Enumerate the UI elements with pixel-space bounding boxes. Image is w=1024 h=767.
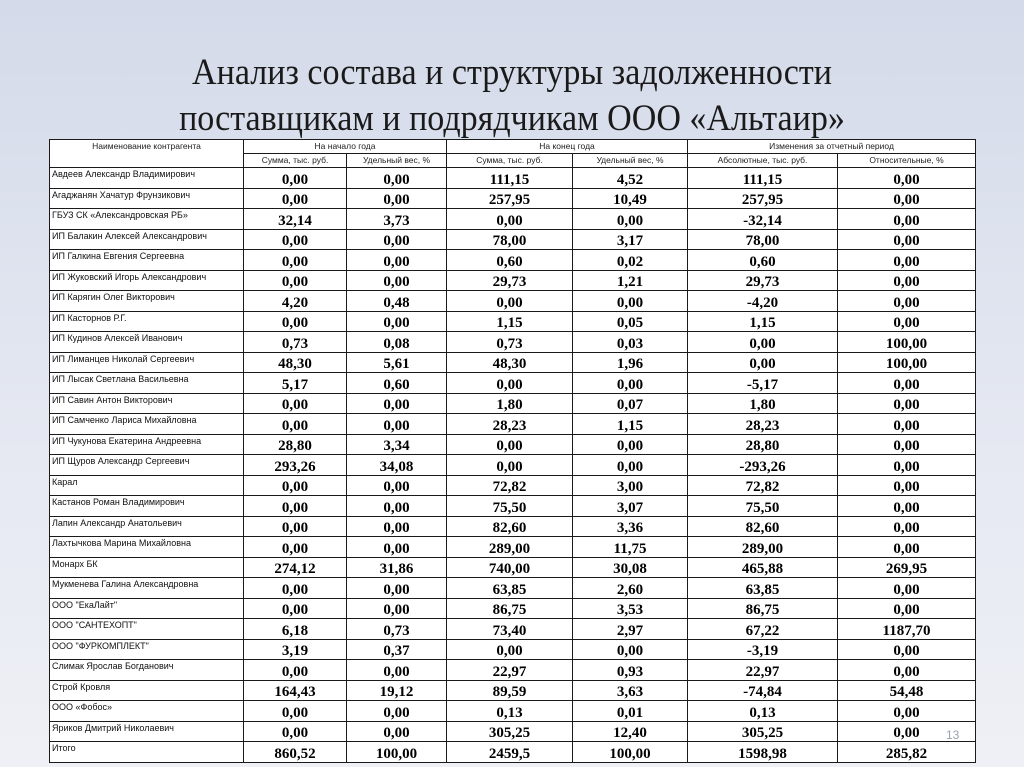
- end-sum-cell: 75,50: [447, 496, 573, 517]
- start-sum-cell: 28,80: [244, 434, 347, 455]
- table-row: [50, 721, 976, 742]
- relative-change-cell: 0,00: [838, 414, 976, 435]
- counterparty-name: Лахтычкова Марина Михайловна: [50, 537, 244, 558]
- header-start-sum: Сумма, тыс. руб.: [244, 154, 347, 168]
- table-row: [50, 619, 976, 640]
- counterparty-name: ИП Чукунова Екатерина Андреевна: [50, 434, 244, 455]
- table-body: [50, 168, 976, 763]
- end-share-cell: 3,53: [573, 598, 688, 619]
- total-row: [50, 742, 976, 763]
- counterparty-name: Слимак Ярослав Богданович: [50, 660, 244, 681]
- debt-analysis-table: [49, 139, 976, 763]
- start-sum-cell: 0,00: [244, 229, 347, 250]
- header-start-share: Удельный вес, %: [347, 154, 447, 168]
- start-sum-cell: 164,43: [244, 680, 347, 701]
- end-share-cell: 0,01: [573, 701, 688, 722]
- absolute-change-cell: 75,50: [688, 496, 838, 517]
- end-sum-cell: 22,97: [447, 660, 573, 681]
- absolute-change-cell: 1598,98: [688, 742, 838, 763]
- start-share-cell: 0,60: [347, 373, 447, 394]
- counterparty-name: Авдеев Александр Владимирович: [50, 168, 244, 189]
- end-sum-cell: 0,00: [447, 291, 573, 312]
- end-sum-cell: 1,80: [447, 393, 573, 414]
- start-share-cell: 0,00: [347, 188, 447, 209]
- end-sum-cell: 0,00: [447, 639, 573, 660]
- header-start-of-year: На начало года: [244, 140, 447, 154]
- relative-change-cell: 1187,70: [838, 619, 976, 640]
- absolute-change-cell: -5,17: [688, 373, 838, 394]
- start-sum-cell: 0,00: [244, 537, 347, 558]
- header-end-of-year: На конец года: [447, 140, 688, 154]
- absolute-change-cell: 305,25: [688, 721, 838, 742]
- end-share-cell: 1,15: [573, 414, 688, 435]
- end-sum-cell: 0,00: [447, 373, 573, 394]
- table-row: [50, 639, 976, 660]
- title-line-2: поставщикам и подрядчикам ООО «Альтаир»: [179, 98, 845, 139]
- relative-change-cell: 0,00: [838, 475, 976, 496]
- relative-change-cell: 0,00: [838, 311, 976, 332]
- relative-change-cell: 0,00: [838, 721, 976, 742]
- absolute-change-cell: 1,80: [688, 393, 838, 414]
- start-share-cell: 0,73: [347, 619, 447, 640]
- counterparty-name: ИП Жуковский Игорь Александрович: [50, 270, 244, 291]
- start-share-cell: 0,48: [347, 291, 447, 312]
- relative-change-cell: 0,00: [838, 434, 976, 455]
- start-share-cell: 0,00: [347, 496, 447, 517]
- end-share-cell: 3,00: [573, 475, 688, 496]
- counterparty-name: Агаджанян Хачатур Фрунзикович: [50, 188, 244, 209]
- start-share-cell: 0,00: [347, 229, 447, 250]
- absolute-change-cell: 22,97: [688, 660, 838, 681]
- end-sum-cell: 257,95: [447, 188, 573, 209]
- end-share-cell: 0,00: [573, 291, 688, 312]
- end-share-cell: 0,02: [573, 250, 688, 271]
- relative-change-cell: 0,00: [838, 393, 976, 414]
- end-sum-cell: 63,85: [447, 578, 573, 599]
- table-row: [50, 188, 976, 209]
- counterparty-name: ИП Касторнов Р.Г.: [50, 311, 244, 332]
- start-share-cell: 0,00: [347, 250, 447, 271]
- end-share-cell: 3,63: [573, 680, 688, 701]
- relative-change-cell: 0,00: [838, 455, 976, 476]
- counterparty-name: Кастанов Роман Владимирович: [50, 496, 244, 517]
- relative-change-cell: 0,00: [838, 188, 976, 209]
- header-absolute: Абсолютные, тыс. руб.: [688, 154, 838, 168]
- relative-change-cell: 0,00: [838, 516, 976, 537]
- absolute-change-cell: 0,00: [688, 352, 838, 373]
- table-row: [50, 537, 976, 558]
- start-sum-cell: 0,00: [244, 598, 347, 619]
- relative-change-cell: 269,95: [838, 557, 976, 578]
- end-share-cell: 3,07: [573, 496, 688, 517]
- absolute-change-cell: 0,60: [688, 250, 838, 271]
- absolute-change-cell: 0,00: [688, 332, 838, 353]
- start-sum-cell: 0,00: [244, 311, 347, 332]
- start-sum-cell: 0,00: [244, 578, 347, 599]
- table-row: [50, 352, 976, 373]
- absolute-change-cell: 257,95: [688, 188, 838, 209]
- table-row: [50, 680, 976, 701]
- table-row: [50, 332, 976, 353]
- absolute-change-cell: -4,20: [688, 291, 838, 312]
- end-sum-cell: 2459,5: [447, 742, 573, 763]
- counterparty-name: ООО "ЕкаЛайт": [50, 598, 244, 619]
- start-share-cell: 0,00: [347, 311, 447, 332]
- table-row: [50, 557, 976, 578]
- start-sum-cell: 3,19: [244, 639, 347, 660]
- absolute-change-cell: 28,80: [688, 434, 838, 455]
- header-counterparty: Наименование контрагента: [50, 140, 244, 168]
- counterparty-name: ИП Галкина Евгения Сергеевна: [50, 250, 244, 271]
- table-header: [50, 140, 976, 168]
- end-share-cell: 11,75: [573, 537, 688, 558]
- end-share-cell: 10,49: [573, 188, 688, 209]
- start-sum-cell: 274,12: [244, 557, 347, 578]
- counterparty-name: ИП Балакин Алексей Александрович: [50, 229, 244, 250]
- absolute-change-cell: 111,15: [688, 168, 838, 189]
- relative-change-cell: 0,00: [838, 270, 976, 291]
- end-sum-cell: 111,15: [447, 168, 573, 189]
- start-sum-cell: 0,73: [244, 332, 347, 353]
- end-share-cell: 3,17: [573, 229, 688, 250]
- absolute-change-cell: 465,88: [688, 557, 838, 578]
- end-sum-cell: 73,40: [447, 619, 573, 640]
- start-share-cell: 31,86: [347, 557, 447, 578]
- counterparty-name: ГБУЗ СК «Александровская РБ»: [50, 209, 244, 230]
- start-sum-cell: 860,52: [244, 742, 347, 763]
- table-row: [50, 414, 976, 435]
- start-share-cell: 0,00: [347, 537, 447, 558]
- relative-change-cell: 0,00: [838, 660, 976, 681]
- absolute-change-cell: -293,26: [688, 455, 838, 476]
- start-sum-cell: 48,30: [244, 352, 347, 373]
- start-sum-cell: 0,00: [244, 270, 347, 291]
- relative-change-cell: 0,00: [838, 209, 976, 230]
- start-sum-cell: 4,20: [244, 291, 347, 312]
- start-share-cell: 0,00: [347, 168, 447, 189]
- end-share-cell: 12,40: [573, 721, 688, 742]
- table-row: [50, 578, 976, 599]
- absolute-change-cell: 0,13: [688, 701, 838, 722]
- start-sum-cell: 0,00: [244, 168, 347, 189]
- end-share-cell: 4,52: [573, 168, 688, 189]
- end-share-cell: 1,21: [573, 270, 688, 291]
- end-sum-cell: 86,75: [447, 598, 573, 619]
- start-share-cell: 0,00: [347, 701, 447, 722]
- table-row: [50, 393, 976, 414]
- absolute-change-cell: 72,82: [688, 475, 838, 496]
- table-row: [50, 455, 976, 476]
- relative-change-cell: 0,00: [838, 639, 976, 660]
- counterparty-name: Итого: [50, 742, 244, 763]
- end-share-cell: 0,07: [573, 393, 688, 414]
- start-sum-cell: 0,00: [244, 701, 347, 722]
- start-share-cell: 0,00: [347, 393, 447, 414]
- counterparty-name: ИП Кудинов Алексей Иванович: [50, 332, 244, 353]
- counterparty-name: ИП Самченко Лариса Михайловна: [50, 414, 244, 435]
- start-share-cell: 0,00: [347, 475, 447, 496]
- relative-change-cell: 0,00: [838, 578, 976, 599]
- counterparty-name: Карал: [50, 475, 244, 496]
- absolute-change-cell: 86,75: [688, 598, 838, 619]
- absolute-change-cell: 63,85: [688, 578, 838, 599]
- absolute-change-cell: 29,73: [688, 270, 838, 291]
- relative-change-cell: 0,00: [838, 229, 976, 250]
- counterparty-name: Яриков Дмитрий Николаевич: [50, 721, 244, 742]
- end-share-cell: 0,00: [573, 639, 688, 660]
- table-row: [50, 660, 976, 681]
- start-share-cell: 0,00: [347, 598, 447, 619]
- end-share-cell: 0,00: [573, 373, 688, 394]
- start-share-cell: 100,00: [347, 742, 447, 763]
- relative-change-cell: 0,00: [838, 598, 976, 619]
- start-share-cell: 0,00: [347, 660, 447, 681]
- counterparty-name: ИП Лиманцев Николай Сергеевич: [50, 352, 244, 373]
- table-row: [50, 496, 976, 517]
- counterparty-name: ИП Савин Антон Викторович: [50, 393, 244, 414]
- start-share-cell: 0,37: [347, 639, 447, 660]
- end-sum-cell: 72,82: [447, 475, 573, 496]
- start-sum-cell: 293,26: [244, 455, 347, 476]
- slide-title: [41, 50, 983, 142]
- counterparty-name: Лапин Александр Анатольевич: [50, 516, 244, 537]
- start-sum-cell: 0,00: [244, 188, 347, 209]
- header-relative: Относительные, %: [838, 154, 976, 168]
- end-sum-cell: 0,73: [447, 332, 573, 353]
- table-row: [50, 475, 976, 496]
- table-row: [50, 250, 976, 271]
- end-share-cell: 1,96: [573, 352, 688, 373]
- start-share-cell: 0,00: [347, 414, 447, 435]
- relative-change-cell: 0,00: [838, 291, 976, 312]
- end-share-cell: 0,93: [573, 660, 688, 681]
- end-share-cell: 3,36: [573, 516, 688, 537]
- table-row: [50, 229, 976, 250]
- start-sum-cell: 0,00: [244, 414, 347, 435]
- start-share-cell: 0,00: [347, 270, 447, 291]
- end-share-cell: 2,97: [573, 619, 688, 640]
- relative-change-cell: 0,00: [838, 701, 976, 722]
- end-sum-cell: 1,15: [447, 311, 573, 332]
- header-changes: Изменения за отчетный период: [688, 140, 976, 154]
- counterparty-name: Строй Кровля: [50, 680, 244, 701]
- page-number: 13: [946, 728, 960, 742]
- end-share-cell: 100,00: [573, 742, 688, 763]
- relative-change-cell: 0,00: [838, 250, 976, 271]
- absolute-change-cell: 28,23: [688, 414, 838, 435]
- start-share-cell: 0,00: [347, 578, 447, 599]
- end-sum-cell: 82,60: [447, 516, 573, 537]
- relative-change-cell: 100,00: [838, 332, 976, 353]
- start-share-cell: 3,34: [347, 434, 447, 455]
- counterparty-name: ИП Щуров Александр Сергеевич: [50, 455, 244, 476]
- end-sum-cell: 0,00: [447, 455, 573, 476]
- end-sum-cell: 0,13: [447, 701, 573, 722]
- absolute-change-cell: 1,15: [688, 311, 838, 332]
- start-share-cell: 19,12: [347, 680, 447, 701]
- table-row: [50, 270, 976, 291]
- end-sum-cell: 28,23: [447, 414, 573, 435]
- absolute-change-cell: -32,14: [688, 209, 838, 230]
- start-share-cell: 34,08: [347, 455, 447, 476]
- start-sum-cell: 0,00: [244, 393, 347, 414]
- table-row: [50, 311, 976, 332]
- end-sum-cell: 305,25: [447, 721, 573, 742]
- counterparty-name: ООО "ФУРКОМПЛЕКТ": [50, 639, 244, 660]
- counterparty-name: Мукменева Галина Александровна: [50, 578, 244, 599]
- start-sum-cell: 0,00: [244, 660, 347, 681]
- relative-change-cell: 0,00: [838, 537, 976, 558]
- end-sum-cell: 89,59: [447, 680, 573, 701]
- end-sum-cell: 29,73: [447, 270, 573, 291]
- end-sum-cell: 0,00: [447, 209, 573, 230]
- absolute-change-cell: 289,00: [688, 537, 838, 558]
- start-sum-cell: 6,18: [244, 619, 347, 640]
- start-share-cell: 3,73: [347, 209, 447, 230]
- absolute-change-cell: 78,00: [688, 229, 838, 250]
- absolute-change-cell: 82,60: [688, 516, 838, 537]
- start-share-cell: 0,00: [347, 516, 447, 537]
- end-sum-cell: 78,00: [447, 229, 573, 250]
- start-share-cell: 0,08: [347, 332, 447, 353]
- end-share-cell: 30,08: [573, 557, 688, 578]
- table-row: [50, 209, 976, 230]
- table-row: [50, 516, 976, 537]
- end-sum-cell: 0,00: [447, 434, 573, 455]
- end-share-cell: 0,03: [573, 332, 688, 353]
- end-sum-cell: 289,00: [447, 537, 573, 558]
- relative-change-cell: 100,00: [838, 352, 976, 373]
- relative-change-cell: 285,82: [838, 742, 976, 763]
- start-sum-cell: 0,00: [244, 516, 347, 537]
- header-end-share: Удельный вес, %: [573, 154, 688, 168]
- end-share-cell: 0,05: [573, 311, 688, 332]
- start-sum-cell: 0,00: [244, 721, 347, 742]
- end-share-cell: 2,60: [573, 578, 688, 599]
- start-sum-cell: 0,00: [244, 475, 347, 496]
- relative-change-cell: 0,00: [838, 373, 976, 394]
- table-row: [50, 291, 976, 312]
- absolute-change-cell: -74,84: [688, 680, 838, 701]
- start-sum-cell: 32,14: [244, 209, 347, 230]
- start-share-cell: 5,61: [347, 352, 447, 373]
- table-row: [50, 434, 976, 455]
- table-row: [50, 701, 976, 722]
- title-line-1: Анализ состава и структуры задолженности: [192, 52, 832, 93]
- end-sum-cell: 48,30: [447, 352, 573, 373]
- header-end-sum: Сумма, тыс. руб.: [447, 154, 573, 168]
- start-sum-cell: 0,00: [244, 496, 347, 517]
- counterparty-name: ИП Карягин Олег Викторович: [50, 291, 244, 312]
- relative-change-cell: 0,00: [838, 496, 976, 517]
- counterparty-name: ООО «Фобос»: [50, 701, 244, 722]
- end-sum-cell: 0,60: [447, 250, 573, 271]
- start-sum-cell: 5,17: [244, 373, 347, 394]
- end-share-cell: 0,00: [573, 209, 688, 230]
- counterparty-name: ООО "САНТЕХОПТ": [50, 619, 244, 640]
- table-row: [50, 373, 976, 394]
- relative-change-cell: 54,48: [838, 680, 976, 701]
- counterparty-name: Монарх БК: [50, 557, 244, 578]
- end-share-cell: 0,00: [573, 434, 688, 455]
- absolute-change-cell: -3,19: [688, 639, 838, 660]
- absolute-change-cell: 67,22: [688, 619, 838, 640]
- start-sum-cell: 0,00: [244, 250, 347, 271]
- table-row: [50, 598, 976, 619]
- table-row: [50, 168, 976, 189]
- counterparty-name: ИП Лысак Светлана Васильевна: [50, 373, 244, 394]
- end-sum-cell: 740,00: [447, 557, 573, 578]
- relative-change-cell: 0,00: [838, 168, 976, 189]
- start-share-cell: 0,00: [347, 721, 447, 742]
- end-share-cell: 0,00: [573, 455, 688, 476]
